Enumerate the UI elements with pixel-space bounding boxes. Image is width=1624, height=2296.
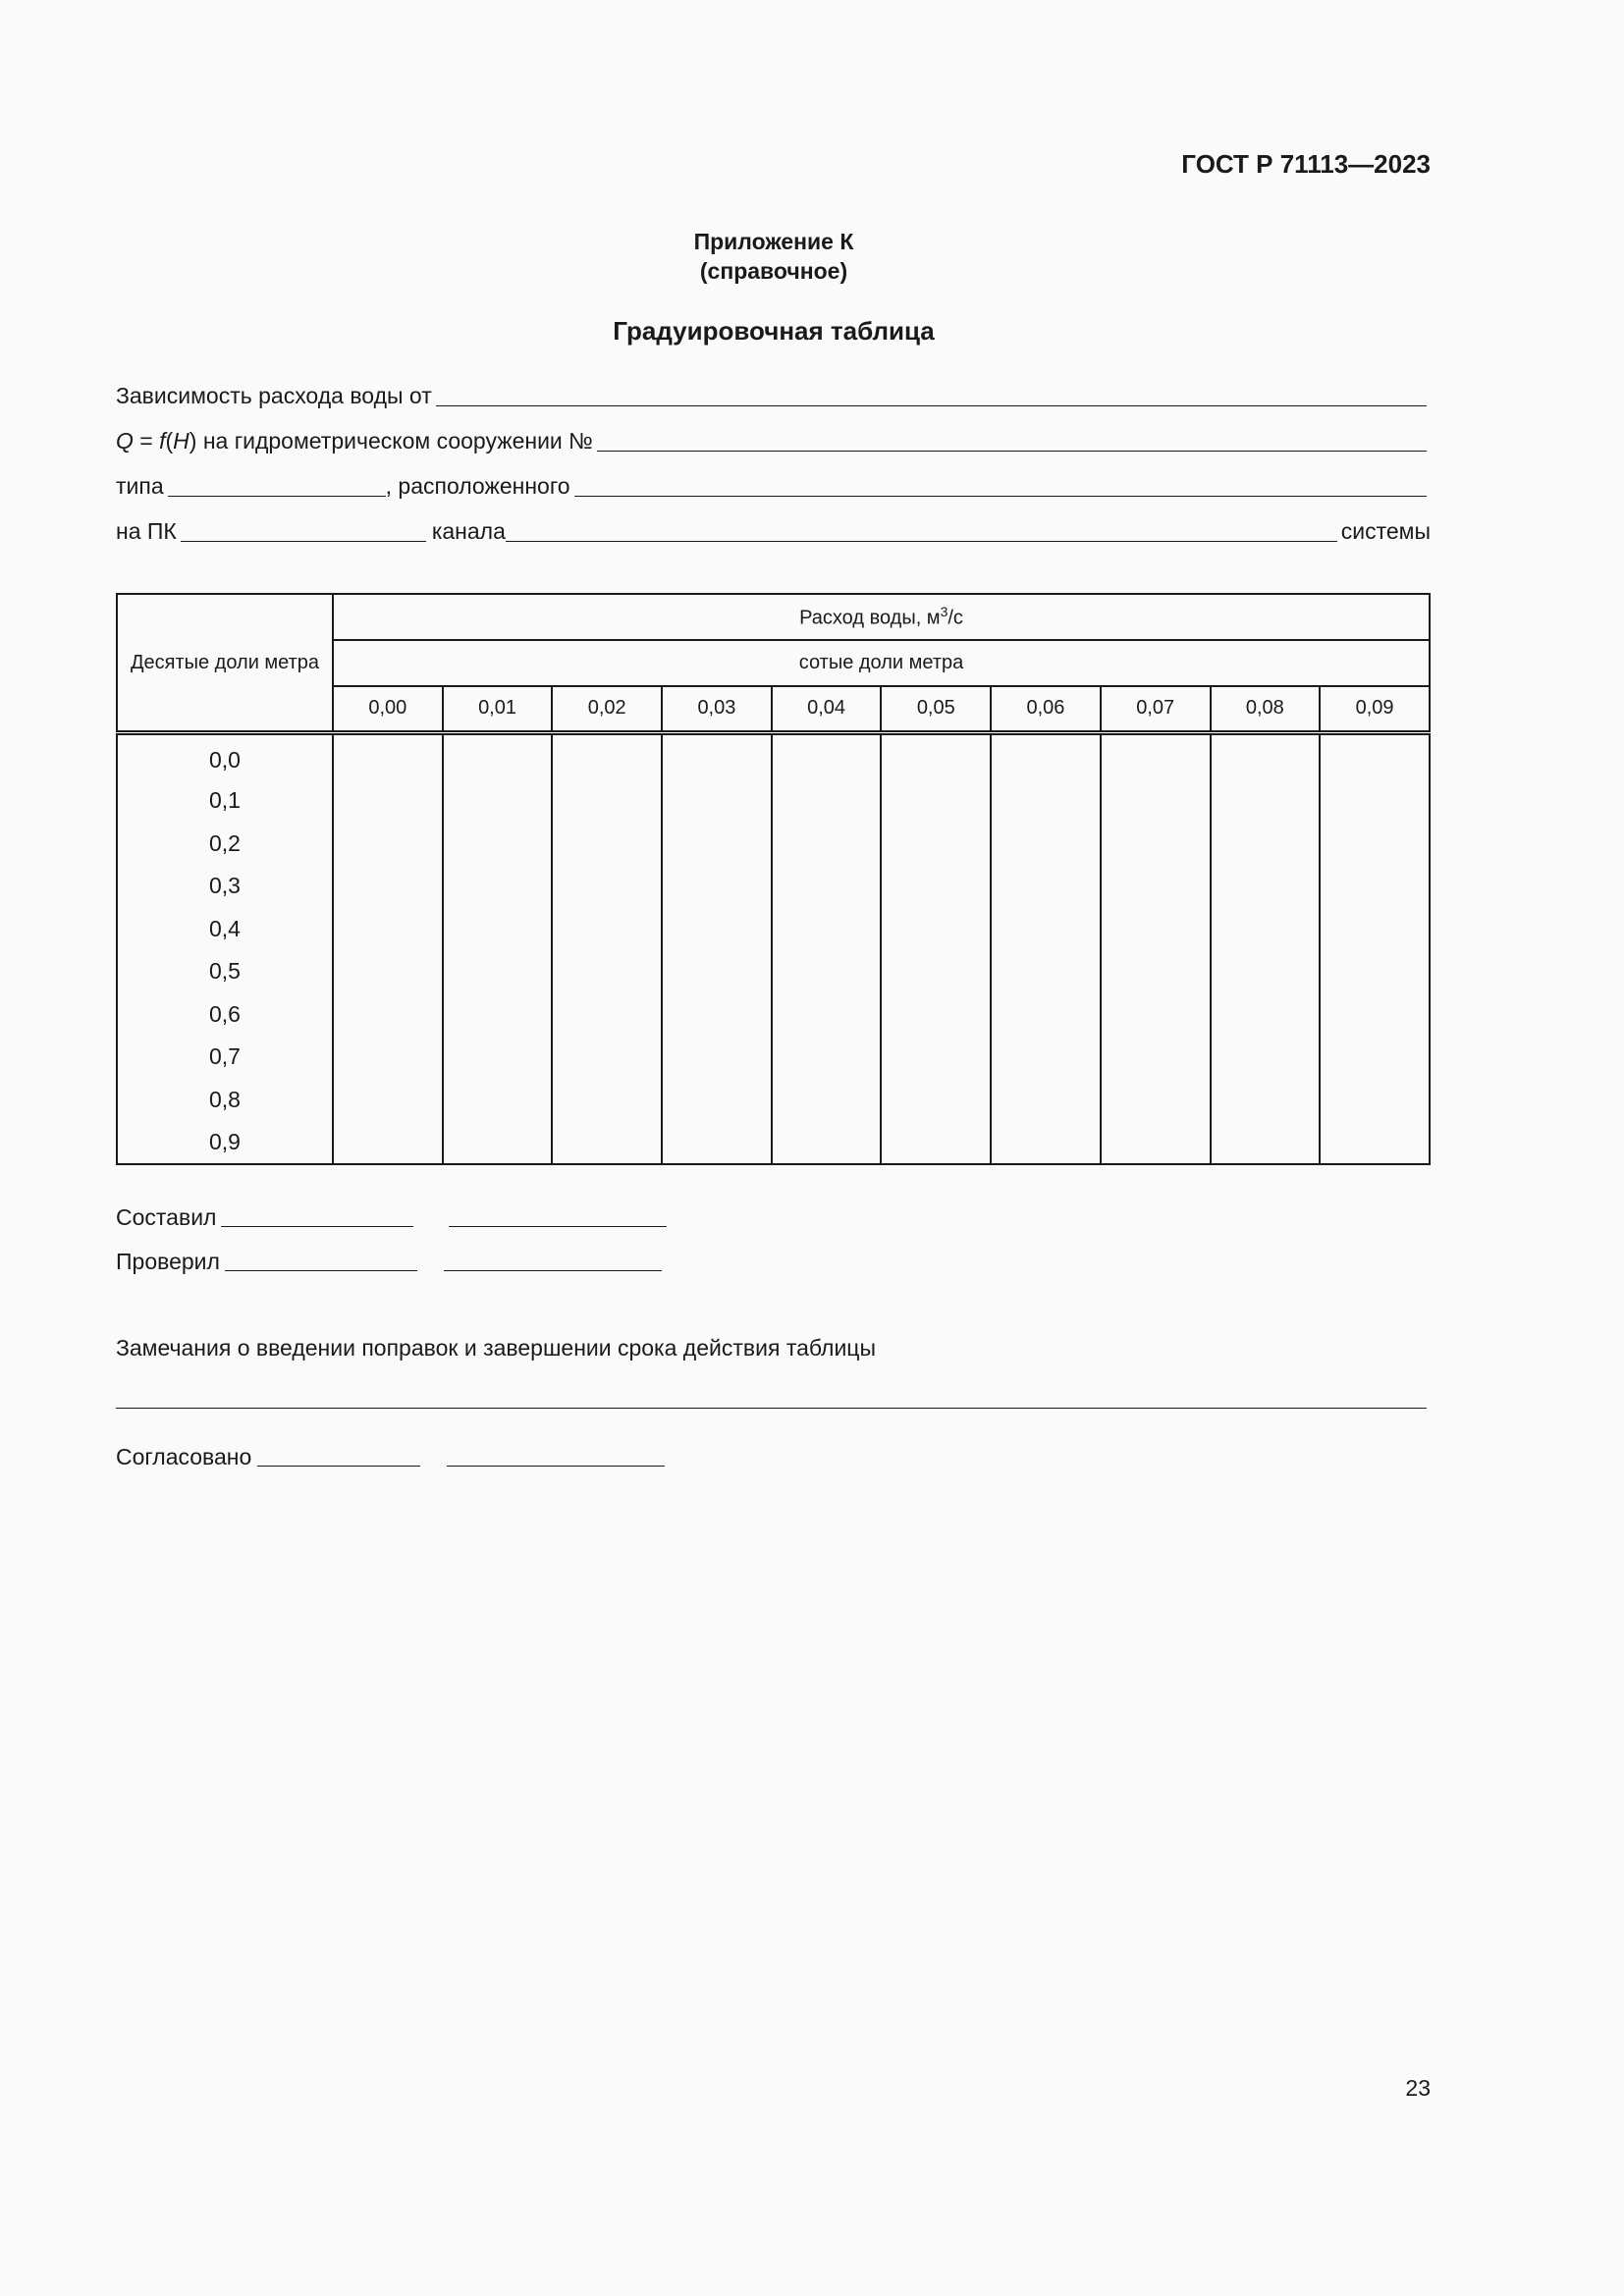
- table-cell[interactable]: [1101, 1121, 1211, 1164]
- table-cell[interactable]: [552, 865, 662, 908]
- table-cell[interactable]: [1211, 950, 1321, 993]
- table-cell[interactable]: [772, 823, 882, 866]
- compiled-position-field[interactable]: [221, 1203, 413, 1227]
- agreed-position-field[interactable]: [257, 1443, 420, 1467]
- row-label: 0,9: [117, 1121, 333, 1164]
- checked-line: [116, 1244, 662, 1275]
- table-cell[interactable]: [1320, 908, 1430, 951]
- table-cell[interactable]: [772, 950, 882, 993]
- sub-header: сотые доли метра: [333, 640, 1430, 686]
- column-header: 0,02: [552, 686, 662, 732]
- table-cell[interactable]: [1211, 1079, 1321, 1122]
- remark-label: Замечания о введении поправок и завершении срока действия таблицы: [116, 1335, 876, 1361]
- checked-position-field[interactable]: [225, 1248, 417, 1271]
- table-cell[interactable]: [1101, 908, 1211, 951]
- table-cell[interactable]: [991, 779, 1101, 823]
- column-header: 0,00: [333, 686, 443, 732]
- table-cell[interactable]: [881, 1079, 991, 1122]
- table-cell[interactable]: [1211, 908, 1321, 951]
- table-cell[interactable]: [443, 779, 553, 823]
- row-label: 0,2: [117, 823, 333, 866]
- column-header: 0,07: [1101, 686, 1211, 732]
- table-cell[interactable]: [1211, 1036, 1321, 1079]
- table-cell[interactable]: [881, 993, 991, 1037]
- form-line-dependency: [116, 379, 1431, 410]
- table-cell[interactable]: [662, 1079, 772, 1122]
- compiled-line: [116, 1200, 667, 1231]
- table-cell[interactable]: [1211, 993, 1321, 1037]
- table-cell[interactable]: [333, 1079, 443, 1122]
- table-cell[interactable]: [552, 908, 662, 951]
- formula-label: Q = f(H) на гидрометрическом сооружении №: [116, 428, 593, 454]
- row-label: 0,8: [117, 1079, 333, 1122]
- table-cell[interactable]: [991, 908, 1101, 951]
- table-cell[interactable]: [881, 1036, 991, 1079]
- pk-label: на ПК: [116, 518, 177, 544]
- table-cell[interactable]: [1101, 1079, 1211, 1122]
- row-label: 0,7: [117, 1036, 333, 1079]
- table-row: [117, 908, 1430, 951]
- table-cell[interactable]: [991, 865, 1101, 908]
- table-cell[interactable]: [662, 1036, 772, 1079]
- table-row: [117, 1036, 1430, 1079]
- table-cell[interactable]: [552, 1121, 662, 1164]
- dependency-field[interactable]: [436, 383, 1427, 406]
- table-cell[interactable]: [1211, 779, 1321, 823]
- table-cell[interactable]: [1320, 823, 1430, 866]
- system-label: системы: [1340, 518, 1431, 544]
- table-cell[interactable]: [1320, 1079, 1430, 1122]
- table-cell[interactable]: [333, 865, 443, 908]
- table-cell[interactable]: [881, 779, 991, 823]
- table-row: [117, 865, 1430, 908]
- table-cell[interactable]: [881, 908, 991, 951]
- table-cell[interactable]: [1211, 865, 1321, 908]
- table-row: [117, 732, 1430, 779]
- table-cell[interactable]: [1101, 865, 1211, 908]
- table-cell[interactable]: [443, 1121, 553, 1164]
- row-label: 0,4: [117, 908, 333, 951]
- table-cell[interactable]: [552, 1036, 662, 1079]
- table-cell[interactable]: [772, 1079, 882, 1122]
- table-cell[interactable]: [662, 1121, 772, 1164]
- table-cell[interactable]: [772, 993, 882, 1037]
- table-cell[interactable]: [1101, 1036, 1211, 1079]
- table-cell[interactable]: [881, 950, 991, 993]
- document-code: ГОСТ Р 71113—2023: [1181, 149, 1431, 179]
- table-cell[interactable]: [881, 823, 991, 866]
- table-cell[interactable]: [1101, 823, 1211, 866]
- table-cell[interactable]: [881, 1121, 991, 1164]
- table-cell[interactable]: [772, 732, 882, 779]
- form-line-pk: [116, 514, 1431, 546]
- table-cell[interactable]: [991, 823, 1101, 866]
- table-cell[interactable]: [1211, 732, 1321, 779]
- table-cell[interactable]: [1320, 993, 1430, 1037]
- table-cell[interactable]: [552, 823, 662, 866]
- table-cell[interactable]: [552, 732, 662, 779]
- table-cell[interactable]: [552, 950, 662, 993]
- table-cell[interactable]: [333, 1036, 443, 1079]
- table-cell[interactable]: [772, 1121, 882, 1164]
- row-label: 0,1: [117, 779, 333, 823]
- table-row: [117, 779, 1430, 823]
- table-cell[interactable]: [662, 823, 772, 866]
- table-cell[interactable]: [443, 993, 553, 1037]
- table-cell[interactable]: [991, 993, 1101, 1037]
- compiled-label: Составил: [116, 1204, 217, 1230]
- table-cell[interactable]: [1320, 779, 1430, 823]
- table-cell[interactable]: [443, 908, 553, 951]
- type-field[interactable]: [168, 473, 386, 497]
- table-cell[interactable]: [1320, 1121, 1430, 1164]
- table-cell[interactable]: [662, 950, 772, 993]
- dependency-label: Зависимость расхода воды от: [116, 383, 432, 408]
- table-cell[interactable]: [991, 732, 1101, 779]
- table-cell[interactable]: [881, 865, 991, 908]
- checked-name-field[interactable]: [444, 1248, 662, 1271]
- table-cell[interactable]: [1101, 732, 1211, 779]
- page-title: Градуировочная таблица: [613, 316, 935, 346]
- row-label: 0,3: [117, 865, 333, 908]
- row-header: Десятые доли метра: [117, 594, 333, 732]
- column-header: 0,09: [1320, 686, 1430, 732]
- table-cell[interactable]: [552, 1079, 662, 1122]
- page-number: 23: [1405, 2075, 1431, 2101]
- form-line-structure: [116, 424, 1431, 455]
- table-row: [117, 1079, 1430, 1122]
- table-cell[interactable]: [772, 865, 882, 908]
- table-cell[interactable]: [1320, 950, 1430, 993]
- column-header: 0,08: [1211, 686, 1321, 732]
- table-cell[interactable]: [662, 732, 772, 779]
- agreed-name-field[interactable]: [447, 1443, 665, 1467]
- column-header: 0,01: [443, 686, 553, 732]
- table-cell[interactable]: [333, 732, 443, 779]
- calibration-table: [116, 593, 1431, 1165]
- row-label: 0,6: [117, 993, 333, 1037]
- table-cell[interactable]: [333, 1121, 443, 1164]
- table-cell[interactable]: [443, 1036, 553, 1079]
- structure-number-field[interactable]: [597, 428, 1427, 452]
- located-label: , расположенного: [385, 473, 570, 499]
- agreed-label: Согласовано: [116, 1444, 252, 1469]
- type-label: типа: [116, 473, 164, 499]
- table-row: [117, 950, 1430, 993]
- column-header: 0,03: [662, 686, 772, 732]
- table-cell[interactable]: [333, 908, 443, 951]
- table-cell[interactable]: [662, 865, 772, 908]
- table-cell[interactable]: [662, 908, 772, 951]
- table-cell[interactable]: [991, 950, 1101, 993]
- agreed-line: [116, 1439, 665, 1470]
- table-row: [117, 1121, 1430, 1164]
- appendix-title: Приложение К: [693, 229, 854, 254]
- form-line-type: [116, 469, 1431, 501]
- remark-field[interactable]: [116, 1408, 1427, 1409]
- compiled-name-field[interactable]: [449, 1203, 667, 1227]
- table-cell[interactable]: [443, 732, 553, 779]
- column-header: 0,04: [772, 686, 882, 732]
- column-header: 0,05: [881, 686, 991, 732]
- table-row: [117, 993, 1430, 1037]
- table-cell[interactable]: [443, 823, 553, 866]
- appendix-heading: [0, 227, 1547, 286]
- table-cell[interactable]: [1320, 1036, 1430, 1079]
- table-cell[interactable]: [1211, 823, 1321, 866]
- table-cell[interactable]: [333, 950, 443, 993]
- table-cell[interactable]: [1211, 1121, 1321, 1164]
- canal-label: канала: [431, 518, 506, 544]
- table-cell[interactable]: [552, 993, 662, 1037]
- location-field[interactable]: [574, 473, 1427, 497]
- table-cell[interactable]: [991, 1121, 1101, 1164]
- table-cell[interactable]: [662, 993, 772, 1037]
- canal-field[interactable]: [506, 518, 1337, 542]
- table-cell[interactable]: [333, 779, 443, 823]
- column-header: 0,06: [991, 686, 1101, 732]
- table-row: [117, 823, 1430, 866]
- table-cell[interactable]: [772, 1036, 882, 1079]
- row-label: 0,5: [117, 950, 333, 993]
- flow-header: Расход воды, $м^3/с$: [333, 594, 1430, 640]
- table-cell[interactable]: [443, 1079, 553, 1122]
- table-cell[interactable]: [662, 779, 772, 823]
- table-cell[interactable]: [991, 1036, 1101, 1079]
- table-cell[interactable]: [1101, 779, 1211, 823]
- checked-label: Проверил: [116, 1249, 220, 1274]
- table-cell[interactable]: [772, 908, 882, 951]
- table-cell[interactable]: [1101, 950, 1211, 993]
- table-cell[interactable]: [1320, 865, 1430, 908]
- table-cell[interactable]: [443, 865, 553, 908]
- table-cell[interactable]: [881, 732, 991, 779]
- table-cell[interactable]: [333, 993, 443, 1037]
- appendix-type: (справочное): [699, 258, 848, 284]
- table-cell[interactable]: [552, 779, 662, 823]
- table-cell[interactable]: [1320, 732, 1430, 779]
- table-cell[interactable]: [772, 779, 882, 823]
- table-cell[interactable]: [333, 823, 443, 866]
- table-cell[interactable]: [991, 1079, 1101, 1122]
- table-cell[interactable]: [443, 950, 553, 993]
- table-cell[interactable]: [1101, 993, 1211, 1037]
- pk-field[interactable]: [181, 518, 426, 542]
- row-label: 0,0: [117, 732, 333, 779]
